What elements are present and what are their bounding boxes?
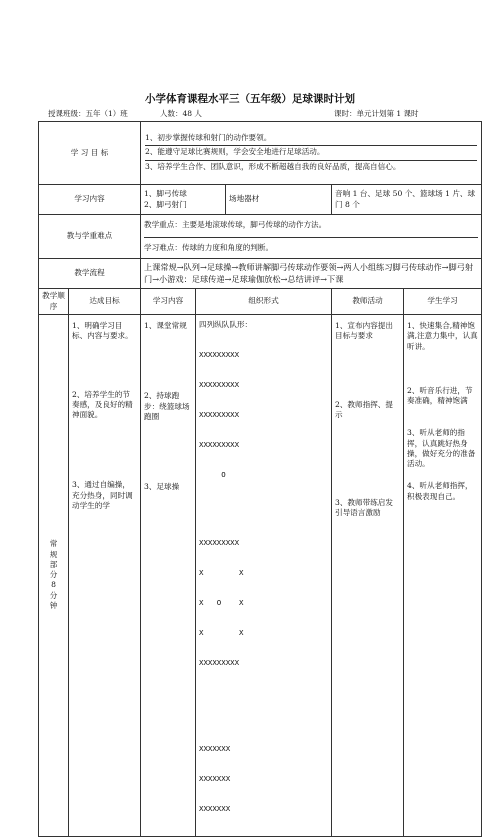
routine-content: 2、持球跑步：绕篮球场跑圈 xyxy=(144,391,190,421)
student-activity: 2、听音乐行进，节奏准确，精神饱满 xyxy=(407,385,473,405)
formation-line: XXXXXXXXX xyxy=(199,537,240,547)
routine-phase-text: 常规部分8分钟 xyxy=(49,539,58,610)
routine-forms xyxy=(196,315,332,837)
teacher-activity: 3、教师带练启发引导语言激励 xyxy=(335,498,393,518)
content-item: 2、脚弓射门 xyxy=(144,199,187,209)
header-form: 组织形式 xyxy=(196,289,332,315)
header-teacher: 教师活动 xyxy=(332,289,404,315)
header-student: 学生学习 xyxy=(404,289,482,315)
formation-line: XXXXXXXXX xyxy=(199,657,240,667)
teacher-activity: 1、宣布内容提出目标与要求 xyxy=(335,321,393,341)
formation-line: X X xyxy=(199,567,244,577)
header-order: 教学顺序 xyxy=(39,289,69,315)
routine-phase xyxy=(39,315,69,837)
routine-teacher xyxy=(332,315,404,837)
formation-line: XXXXXXX xyxy=(199,773,231,783)
formation-line: XXXXXXXXX xyxy=(199,410,240,420)
student-activity: 1、快速集合,精神饱满,注意力集中，认真听讲。 xyxy=(407,321,478,351)
count-label: 人数：48 人 xyxy=(160,109,202,118)
flow-text: 上课常规→队列→足球操→教师讲解脚弓传球动作要领→两人小组练习脚弓传球动作→脚弓射门→小游戏：足球传递→足球瑜伽放松→总结讲评→下课 xyxy=(141,259,482,289)
focus-text xyxy=(141,215,482,259)
content-label: 学习内容 xyxy=(39,185,141,215)
routine-goal: 3、通过自编操，充分热身，同时调动学生的学 xyxy=(72,480,133,510)
content-item: 1、脚弓传球 xyxy=(144,189,187,199)
formation-diagram-1 xyxy=(199,330,328,500)
equipment-text: 音响 1 台、足球 50 个、篮球场 1 片、球门 8 个 xyxy=(332,185,482,215)
formation-line: XXXXXXX xyxy=(199,743,231,753)
formation-line: X O X xyxy=(199,597,244,607)
equipment-label: 场地器材 xyxy=(226,185,332,215)
period-label: 课时：单元计划第 1 课时 xyxy=(334,109,419,118)
formation-line: XXXXXXXXX xyxy=(199,350,240,360)
goals-label: 学 习 目 标 xyxy=(39,122,141,185)
header-content: 学习内容 xyxy=(141,289,196,315)
formation-line: X X xyxy=(199,627,244,637)
flow-label: 教学流程 xyxy=(39,259,141,289)
page-title: 小学体育课程水平三（五年级）足球课时计划 xyxy=(145,93,355,105)
formation-diagram-3 xyxy=(199,724,328,834)
routine-goal: 1、明确学习目标、内容与要求。 xyxy=(72,321,133,341)
student-activity: 3、听从老师的指挥，认真跳好热身操，做好充分的准备活动。 xyxy=(407,428,476,468)
form-caption: 四列纵队队形： xyxy=(199,320,253,329)
lesson-plan-table xyxy=(38,121,482,837)
key-point: 教学重点：主要是地滚球传球，脚弓传球的动作方法。 xyxy=(144,217,478,237)
student-activity: 4、听从老师指挥，积极表现自己。 xyxy=(407,481,473,501)
goals-list xyxy=(141,122,482,185)
difficulty: 学习难点：传球的力度和角度的判断。 xyxy=(144,242,274,252)
goal-item: 1、初步掌握传球和射门的动作要领。 xyxy=(145,132,477,146)
teacher-activity: 2、教师指挥、提示 xyxy=(335,399,393,419)
formation-diagram-2 xyxy=(199,518,328,688)
formation-line: XXXXXXX xyxy=(199,803,231,813)
routine-contents xyxy=(141,315,196,837)
header-goal: 达成目标 xyxy=(69,289,141,315)
routine-content: 1、课堂常规 xyxy=(144,321,187,330)
routine-goal: 2、培养学生的节奏感，及良好的精神面貌。 xyxy=(72,389,133,419)
formation-line: XXXXXXXXX xyxy=(199,440,240,450)
goal-item: 3、培养学生合作、团队意识，形成不断超越自我的良好品质，提高自信心。 xyxy=(145,161,401,171)
routine-student xyxy=(404,315,482,837)
goal-item: 2、能遵守足球比赛规则，学会安全地进行足球活动。 xyxy=(145,146,477,160)
focus-label: 教与学重难点 xyxy=(39,215,141,259)
routine-goals xyxy=(69,315,141,837)
content-list xyxy=(141,185,226,215)
formation-line: O xyxy=(199,470,226,480)
class-info xyxy=(40,106,480,122)
class-label: 授课班级：五年（1）班 xyxy=(48,109,128,118)
formation-line: XXXXXXXXX xyxy=(199,380,240,390)
routine-content: 3、足球操 xyxy=(144,482,180,491)
